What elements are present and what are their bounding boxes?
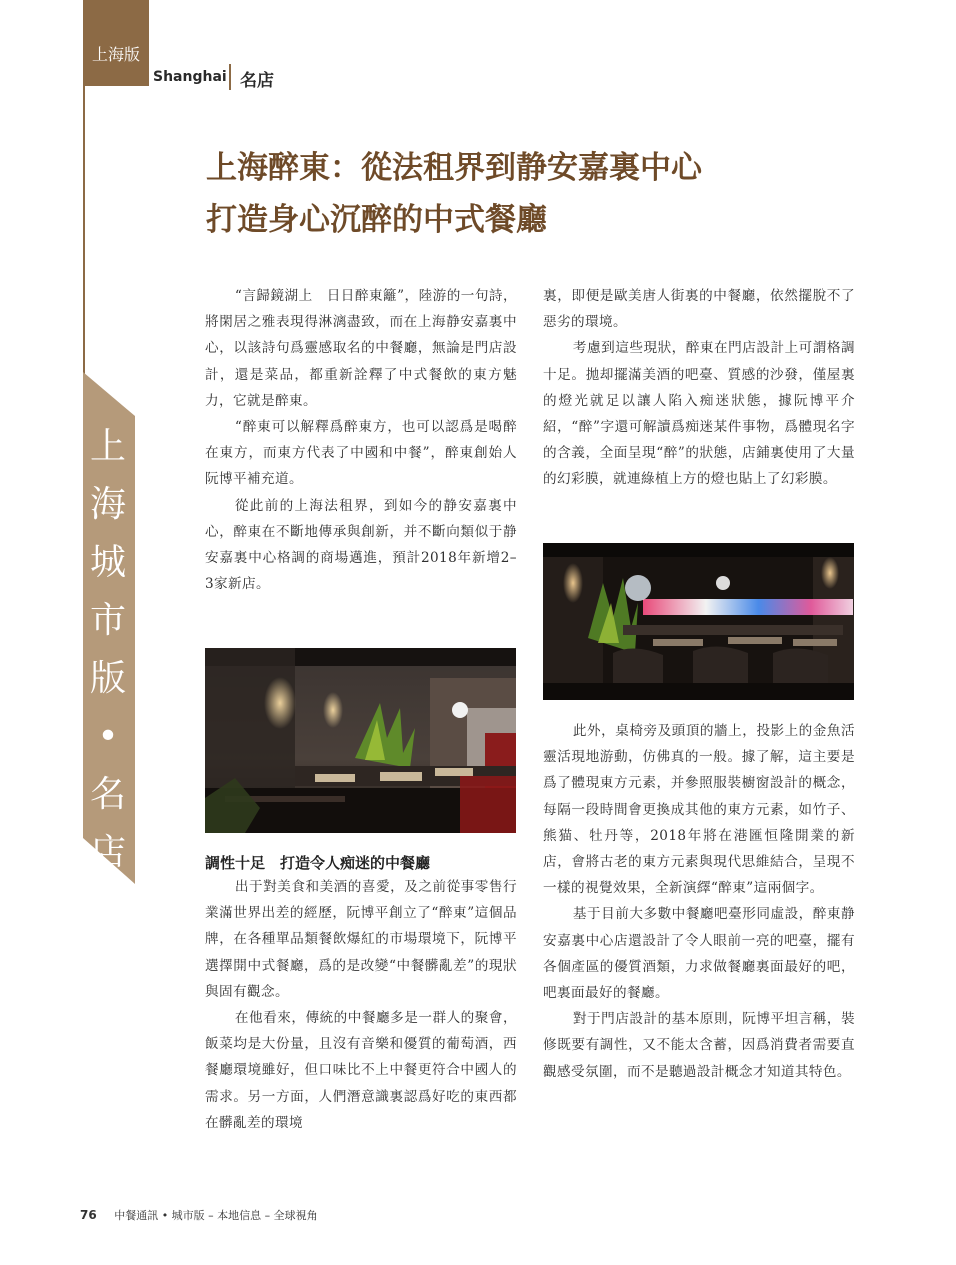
footer-text: 中餐通訊 • 城市版 – 本地信息 – 全球視角 [114, 1209, 318, 1222]
side-char: 市 [89, 600, 126, 641]
article-title [206, 142, 846, 246]
paragraph: 出于對美食和美酒的喜愛，及之前從事零售行業滿世界出差的經歷，阮博平創立了“醉東”這個品牌，在各種單品類餐飲爆紅的市場環境下，阮博平選擇開中式餐廳，爲的是改變“中餐髒亂差”的現狀與固有觀念。 [205, 879, 517, 1000]
header-vertical-rule [83, 86, 85, 386]
side-char: 城 [89, 542, 126, 583]
page-number: 76 [80, 1208, 97, 1222]
side-char: 海 [89, 484, 126, 525]
article-column-1-bottom [205, 874, 517, 1136]
side-char: 店 [89, 832, 126, 873]
header-category: 名店 [240, 71, 274, 91]
paragraph: 裏，即便是歐美唐人街裏的中餐廳，依然擺脫不了惡劣的環境。 [543, 288, 855, 331]
header-city-en: Shanghai [153, 69, 227, 85]
article-title-line1: 上海醉東：從法租界到静安嘉裏中心 [206, 150, 702, 186]
article-column-1-top [205, 283, 517, 597]
side-char: 上 [89, 426, 126, 467]
page-footer [80, 1207, 318, 1223]
side-char: 名 [89, 774, 126, 815]
side-banner [83, 372, 135, 884]
edition-tab [83, 0, 149, 86]
paragraph: 考慮到這些現狀，醉東在門店設計上可謂格調十足。拋却擺滿美酒的吧臺、質感的沙發，僅屋裏的燈光就足以讓人陷入痴迷狀態，據阮博平介紹，“醉”字還可解讀爲痴迷某件事物，爲體現名字的含義，全面呈現“醉”的狀態，店鋪裏使用了大量的幻彩膜，就連綠植上方的燈也貼上了幻彩膜。 [543, 340, 855, 488]
paragraph: 在他看來，傳統的中餐廳多是一群人的聚會，飯菜均是大份量，且沒有音樂和優質的葡萄酒，西餐廳環境雖好，但口味比不上中餐更符合中國人的需求。另一方面，人們潛意識裏認爲好吃的東西都在髒亂差的環境 [205, 1010, 517, 1131]
paragraph: 從此前的上海法租界，到如今的静安嘉裏中心，醉東在不斷地傳承與創新，并不斷向類似于静安嘉裏中心格調的商場邁進，預計2018年新增2–3家新店。 [205, 497, 517, 593]
paragraph: 基于目前大多數中餐廳吧臺形同虛設，醉東静安嘉裏中心店還設計了令人眼前一亮的吧臺，擺有各個產區的優質酒類，力求做餐廳裏面最好的吧，吧裏面最好的餐廳。 [543, 906, 855, 1002]
dining-area-photo [543, 543, 854, 700]
article-subheading: 調性十足 打造令人痴迷的中餐廳 [205, 854, 431, 872]
article-column-2-top [543, 283, 855, 493]
restaurant-interior-photo [205, 648, 516, 833]
side-char: 版 [89, 658, 126, 699]
side-char: • [97, 716, 119, 757]
paragraph: 對于門店設計的基本原則，阮博平坦言稱，裝修既要有調性，又不能太含蓄，因爲消費者需要直觀感受氛圍，而不是聽過設計概念才知道其特色。 [543, 1011, 855, 1080]
article-column-2-bottom [543, 718, 855, 1085]
paragraph: “言歸鏡湖上 日日醉東籬”，陸游的一句詩，將閑居之雅表現得淋漓盡致，而在上海静安嘉裏中心，以該詩句爲靈感取名的中餐廳，無論是門店設計，還是菜品，都重新詮釋了中式餐飲的東方魅力，它就是醉東。 [205, 288, 517, 409]
side-banner-text [83, 418, 133, 882]
article-title-line2: 打造身心沉醉的中式餐廳 [206, 202, 547, 238]
paragraph: “醉東可以解釋爲醉東方，也可以認爲是喝醉在東方，而東方代表了中國和中餐”，醉東創始人阮博平補充道。 [205, 419, 517, 488]
paragraph: 此外，桌椅旁及頭頂的牆上，投影上的金魚活靈活現地游動，仿佛真的一般。據了解，這主要是爲了體現東方元素，并參照服裝櫥窗設計的概念，每隔一段時間會更換成其他的東方元素，如竹子、熊猫、牡丹等，2018年將在港匯恒隆開業的新店，會將古老的東方元素與現代思維結合，呈現不一樣的視覺效果，全新演繹“醉東”這兩個字。 [543, 723, 855, 897]
header-separator [229, 64, 231, 90]
edition-label: 上海版 [91, 45, 140, 64]
